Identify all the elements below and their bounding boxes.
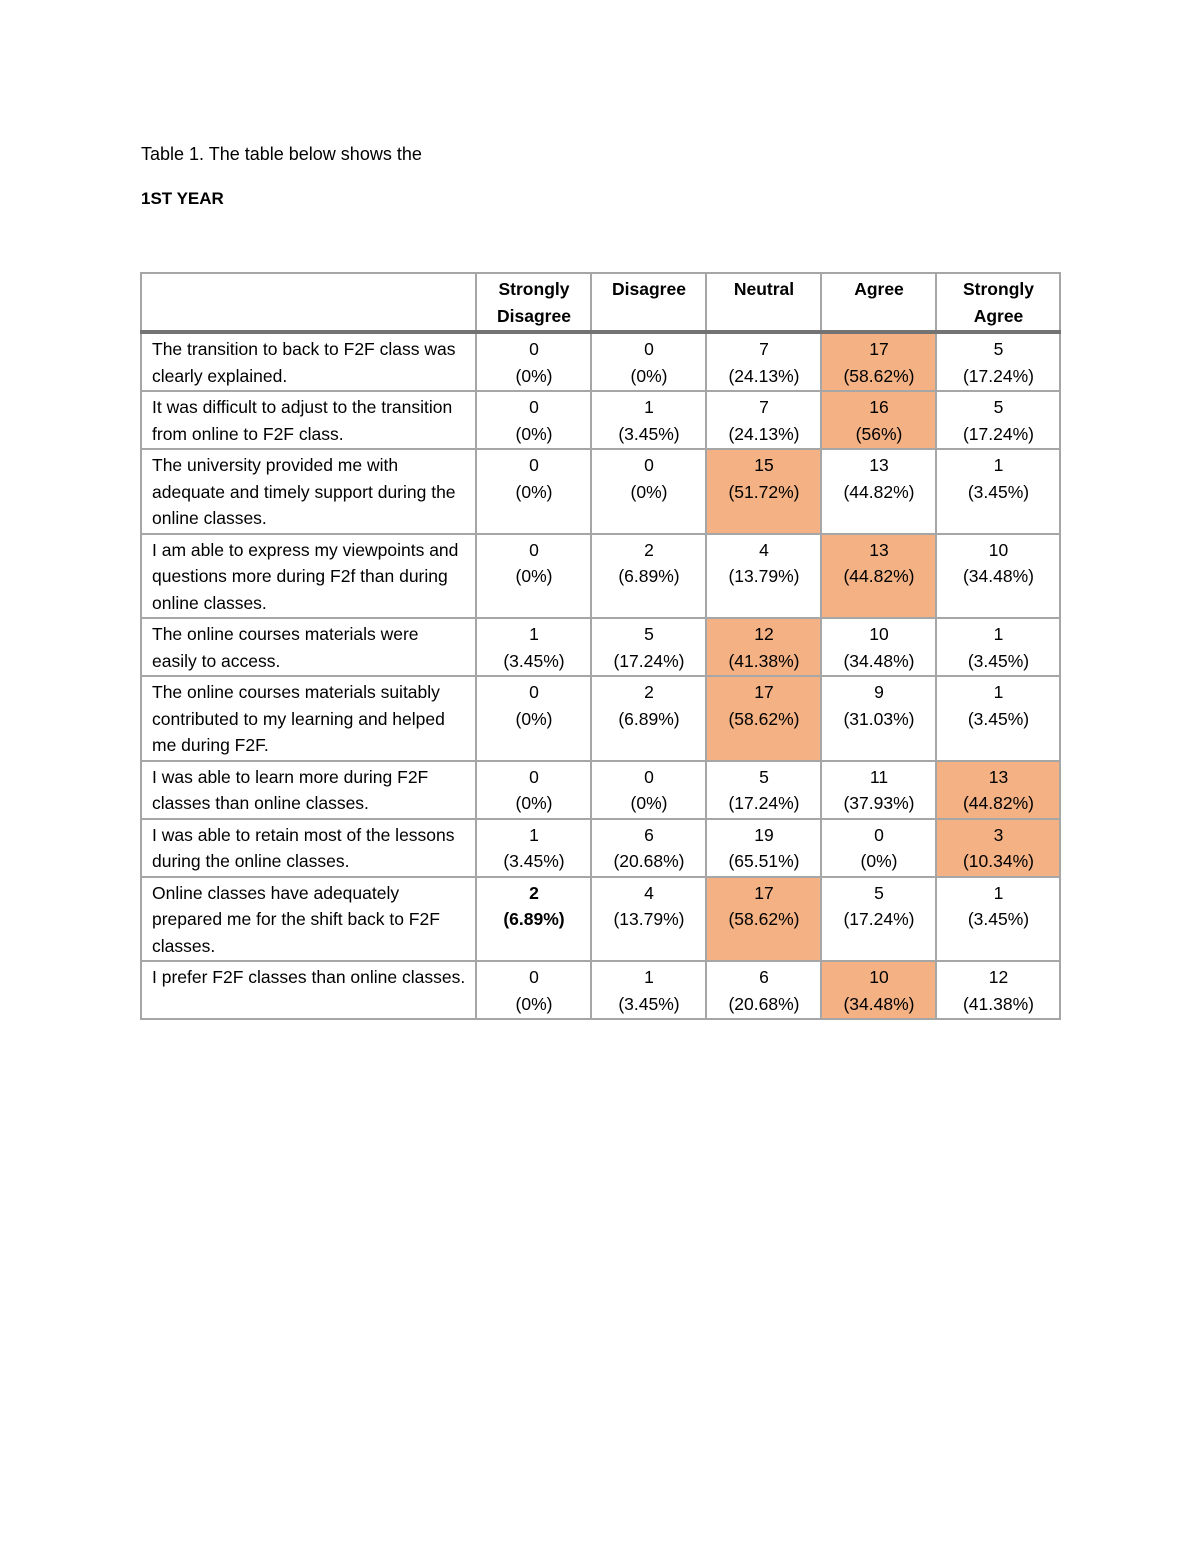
- response-percent: (41.38%): [962, 993, 1034, 1014]
- survey-table: [140, 272, 1061, 1020]
- response-percent: (3.45%): [967, 650, 1030, 671]
- table-row: [141, 676, 1060, 761]
- response-percent: (13.79%): [728, 566, 800, 586]
- table-caption: Table 1. The table below shows the: [141, 144, 422, 164]
- response-percent: (0%): [515, 793, 553, 813]
- response-percent: (0%): [515, 423, 553, 444]
- response-percent: (24.13%): [728, 365, 800, 386]
- response-percent: (0%): [515, 993, 553, 1014]
- response-percent: (3.45%): [503, 851, 565, 871]
- response-cell: [821, 391, 936, 449]
- response-count: 1: [529, 824, 539, 845]
- response-count: 16: [869, 397, 889, 417]
- response-cell: [936, 676, 1060, 761]
- table-row: [141, 761, 1060, 819]
- response-count: 6: [644, 824, 654, 845]
- response-count: 7: [759, 339, 769, 359]
- response-cell: [706, 618, 821, 676]
- table-row: [141, 618, 1060, 676]
- response-cell: [821, 819, 936, 877]
- response-count: 12: [988, 967, 1009, 987]
- response-percent: (6.89%): [618, 708, 680, 729]
- response-cell: [821, 332, 936, 391]
- header-agree: Agree: [821, 273, 936, 332]
- response-percent: (34.48%): [962, 566, 1034, 586]
- table-row: [141, 449, 1060, 534]
- header-strongly-agree: Strongly Agree: [936, 273, 1060, 332]
- section-heading: 1ST YEAR: [141, 189, 224, 208]
- response-count: 10: [988, 539, 1009, 560]
- response-cell: [591, 961, 706, 1019]
- table-row: [141, 391, 1060, 449]
- response-cell: [936, 961, 1060, 1019]
- response-count: 5: [644, 624, 654, 644]
- response-percent: (44.82%): [962, 793, 1034, 813]
- response-cell: [591, 534, 706, 619]
- response-count: 10: [869, 624, 889, 644]
- response-count: 5: [874, 882, 884, 903]
- response-cell: [936, 332, 1060, 391]
- response-percent: (0%): [515, 708, 553, 729]
- response-cell: [821, 449, 936, 534]
- statement-cell: I am able to express my viewpoints and questions more during F2f than during online classes.: [141, 534, 476, 619]
- response-count: 1: [993, 624, 1004, 644]
- response-percent: (20.68%): [728, 993, 800, 1014]
- response-percent: (41.38%): [728, 650, 800, 671]
- response-cell: [821, 961, 936, 1019]
- response-count: 13: [988, 766, 1009, 787]
- response-count: 1: [644, 397, 654, 417]
- statement-cell: Online classes have adequately prepared me for the shift back to F2F classes.: [141, 877, 476, 962]
- response-percent: (17.24%): [613, 650, 685, 671]
- response-cell: [476, 618, 591, 676]
- response-percent: (34.48%): [843, 650, 915, 671]
- response-percent: (0%): [860, 851, 898, 871]
- response-cell: [591, 676, 706, 761]
- statement-cell: The transition to back to F2F class was clearly explained.: [141, 332, 476, 391]
- response-count: 0: [529, 397, 539, 417]
- response-cell: [476, 676, 591, 761]
- response-percent: (58.62%): [728, 909, 800, 929]
- response-cell: [476, 534, 591, 619]
- response-count: 5: [993, 339, 1004, 359]
- response-count: 2: [529, 882, 539, 903]
- response-percent: (3.45%): [503, 650, 565, 671]
- response-cell: [936, 761, 1060, 819]
- response-cell: [821, 761, 936, 819]
- response-percent: (51.72%): [728, 481, 800, 502]
- header-strongly-disagree: Strongly Disagree: [476, 273, 591, 332]
- response-count: 17: [869, 339, 889, 359]
- response-percent: (0%): [515, 481, 553, 502]
- response-count: 0: [529, 539, 539, 560]
- response-cell: [706, 449, 821, 534]
- response-cell: [821, 618, 936, 676]
- response-count: 15: [754, 455, 774, 475]
- response-percent: (17.24%): [843, 909, 915, 929]
- response-cell: [591, 877, 706, 962]
- response-percent: (3.45%): [618, 993, 680, 1014]
- response-percent: (37.93%): [843, 793, 915, 813]
- response-percent: (17.24%): [962, 423, 1034, 444]
- response-count: 1: [993, 882, 1004, 903]
- response-cell: [476, 877, 591, 962]
- response-percent: (17.24%): [962, 365, 1034, 386]
- table-row: [141, 534, 1060, 619]
- table-row: [141, 332, 1060, 391]
- response-count: 11: [869, 766, 889, 787]
- response-percent: (6.89%): [503, 909, 565, 929]
- response-cell: [706, 534, 821, 619]
- response-cell: [821, 676, 936, 761]
- response-count: 0: [529, 967, 539, 987]
- response-percent: (3.45%): [967, 708, 1030, 729]
- response-cell: [476, 819, 591, 877]
- response-percent: (44.82%): [843, 481, 915, 502]
- response-count: 0: [644, 339, 654, 359]
- response-count: 0: [874, 824, 884, 845]
- response-cell: [936, 449, 1060, 534]
- response-percent: (0%): [630, 481, 668, 502]
- response-cell: [476, 961, 591, 1019]
- response-count: 1: [993, 455, 1004, 475]
- response-cell: [706, 961, 821, 1019]
- response-count: 3: [993, 824, 1004, 845]
- response-cell: [706, 761, 821, 819]
- response-count: 2: [644, 682, 654, 702]
- response-cell: [936, 877, 1060, 962]
- response-percent: (0%): [630, 793, 668, 813]
- response-count: 1: [529, 624, 539, 644]
- response-cell: [591, 391, 706, 449]
- response-cell: [591, 819, 706, 877]
- statement-cell: The online courses materials suitably contributed to my learning and helped me during F2F.: [141, 676, 476, 761]
- response-percent: (34.48%): [843, 993, 915, 1014]
- response-count: 5: [759, 766, 769, 787]
- response-cell: [591, 332, 706, 391]
- response-count: 19: [754, 824, 774, 845]
- response-percent: (3.45%): [618, 423, 680, 444]
- response-cell: [706, 676, 821, 761]
- response-count: 12: [754, 624, 774, 644]
- response-count: 0: [644, 455, 654, 475]
- response-count: 1: [644, 967, 654, 987]
- table-row: [141, 877, 1060, 962]
- statement-cell: The online courses materials were easily to access.: [141, 618, 476, 676]
- response-percent: (56%): [855, 423, 903, 444]
- response-cell: [936, 618, 1060, 676]
- statement-cell: I was able to learn more during F2F classes than online classes.: [141, 761, 476, 819]
- response-count: 0: [644, 766, 654, 787]
- response-percent: (24.13%): [728, 423, 800, 444]
- response-count: 4: [759, 539, 769, 560]
- response-count: 5: [993, 397, 1004, 417]
- response-percent: (3.45%): [967, 481, 1030, 502]
- response-cell: [706, 332, 821, 391]
- response-cell: [706, 819, 821, 877]
- response-percent: (58.62%): [728, 708, 800, 729]
- response-count: 0: [529, 455, 539, 475]
- response-count: 13: [869, 539, 889, 560]
- statement-cell: I prefer F2F classes than online classes.: [141, 961, 476, 1019]
- response-percent: (44.82%): [843, 566, 915, 586]
- response-percent: (6.89%): [618, 566, 680, 586]
- response-count: 2: [644, 539, 654, 560]
- header-neutral: Neutral: [706, 273, 821, 332]
- response-cell: [706, 877, 821, 962]
- response-cell: [476, 332, 591, 391]
- response-percent: (3.45%): [967, 909, 1030, 929]
- response-count: 4: [644, 882, 654, 903]
- response-percent: (17.24%): [728, 793, 800, 813]
- header-disagree: Disagree: [591, 273, 706, 332]
- response-cell: [476, 449, 591, 534]
- response-percent: (0%): [515, 566, 553, 586]
- statement-cell: It was difficult to adjust to the transition from online to F2F class.: [141, 391, 476, 449]
- response-cell: [706, 391, 821, 449]
- response-percent: (58.62%): [843, 365, 915, 386]
- table-row: [141, 819, 1060, 877]
- response-count: 17: [754, 882, 774, 903]
- response-percent: (20.68%): [613, 851, 685, 871]
- response-percent: (31.03%): [843, 708, 915, 729]
- response-count: 9: [874, 682, 884, 702]
- header-blank: [141, 273, 476, 332]
- response-cell: [936, 534, 1060, 619]
- response-count: 0: [529, 339, 539, 359]
- response-count: 17: [754, 682, 774, 702]
- response-cell: [476, 761, 591, 819]
- response-cell: [821, 534, 936, 619]
- response-percent: (0%): [630, 365, 668, 386]
- response-count: 0: [529, 766, 539, 787]
- response-cell: [821, 877, 936, 962]
- response-count: 0: [529, 682, 539, 702]
- response-count: 13: [869, 455, 889, 475]
- response-count: 6: [759, 967, 769, 987]
- response-cell: [591, 618, 706, 676]
- response-cell: [591, 449, 706, 534]
- response-percent: (13.79%): [613, 909, 685, 929]
- response-count: 10: [869, 967, 889, 987]
- response-percent: (10.34%): [962, 851, 1034, 871]
- statement-cell: The university provided me with adequate and timely support during the online classes.: [141, 449, 476, 534]
- response-percent: (65.51%): [728, 851, 800, 871]
- table-header-row: [141, 273, 1060, 332]
- response-cell: [936, 391, 1060, 449]
- response-count: 1: [993, 682, 1004, 702]
- response-cell: [476, 391, 591, 449]
- response-cell: [936, 819, 1060, 877]
- response-percent: (0%): [515, 365, 553, 386]
- table-row: [141, 961, 1060, 1019]
- statement-cell: I was able to retain most of the lessons during the online classes.: [141, 819, 476, 877]
- response-count: 7: [759, 397, 769, 417]
- response-cell: [591, 761, 706, 819]
